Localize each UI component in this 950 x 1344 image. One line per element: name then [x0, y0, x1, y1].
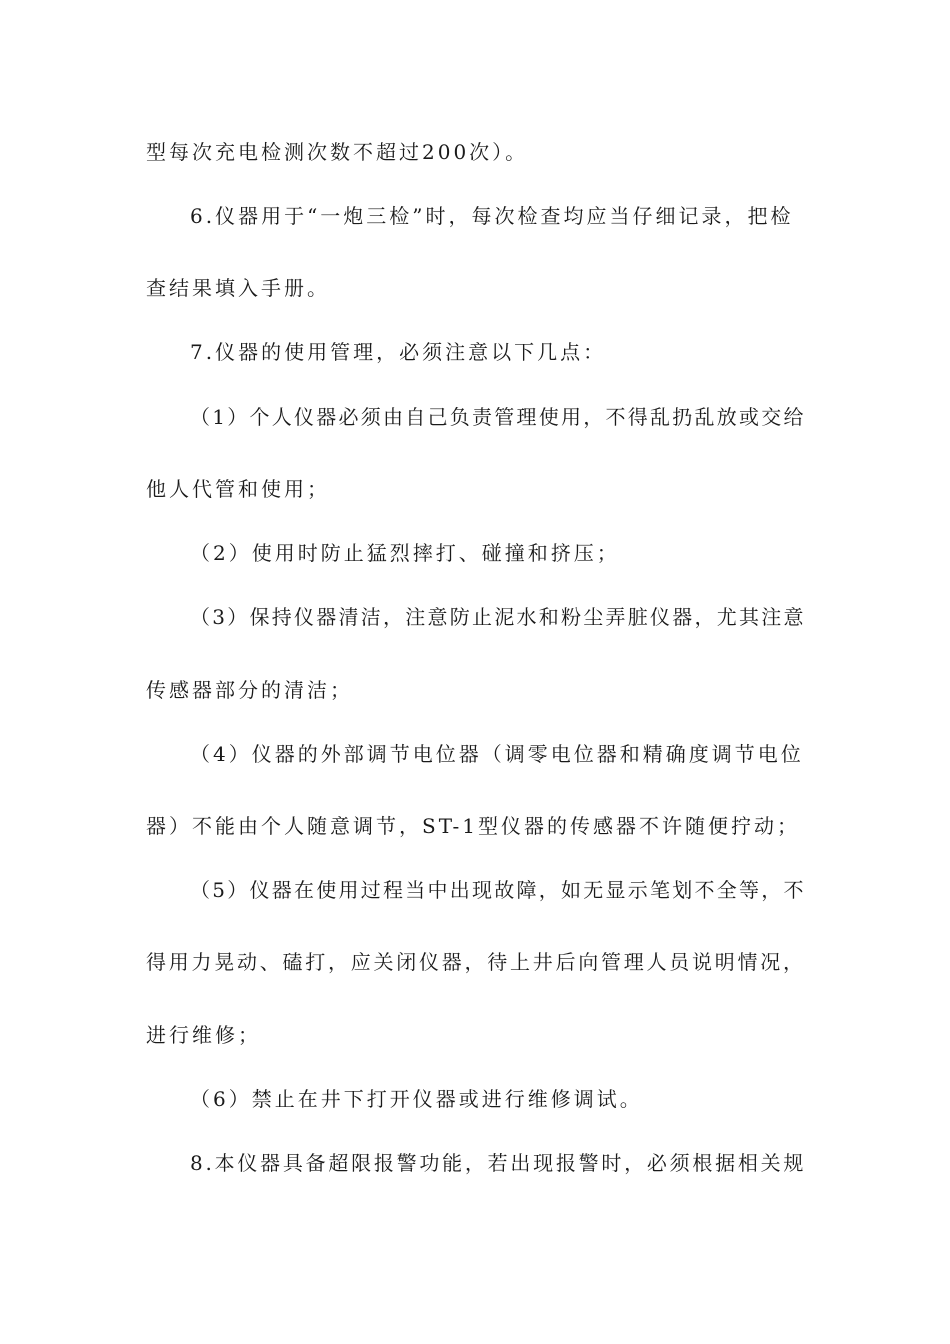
text-line: （4）仪器的外部调节电位器（调零电位器和精确度调节电位	[190, 742, 804, 766]
text-line: （6）禁止在井下打开仪器或进行维修调试。	[190, 1087, 643, 1111]
text-line: 查结果填入手册。	[146, 276, 330, 300]
text-line: 器）不能由个人随意调节，ST-1型仪器的传感器不许随便拧动；	[146, 814, 800, 838]
text-line: （3）保持仪器清洁，注意防止泥水和粉尘弄脏仪器，尤其注意	[190, 605, 806, 629]
text-line: 进行维修；	[146, 1023, 261, 1047]
text-line: （2）使用时防止猛烈摔打、碰撞和挤压；	[190, 541, 620, 565]
text-line: （5）仪器在使用过程当中出现故障，如无显示笔划不全等，不	[190, 878, 806, 902]
text-line: 6.仪器用于“一炮三检”时，每次检查均应当仔细记录，把检	[190, 204, 794, 228]
text-line: 传感器部分的清洁；	[146, 678, 353, 702]
text-line: 他人代管和使用；	[146, 477, 330, 501]
text-line: 得用力晃动、磕打，应关闭仪器，待上井后向管理人员说明情况，	[146, 950, 806, 974]
text-line: 8.本仪器具备超限报警功能，若出现报警时，必须根据相关规	[190, 1151, 807, 1175]
text-line: （1）个人仪器必须由自己负责管理使用，不得乱扔乱放或交给	[190, 405, 806, 429]
text-line: 型每次充电检测次数不超过200次）。	[146, 140, 529, 164]
text-line: 7.仪器的使用管理，必须注意以下几点：	[190, 340, 607, 364]
